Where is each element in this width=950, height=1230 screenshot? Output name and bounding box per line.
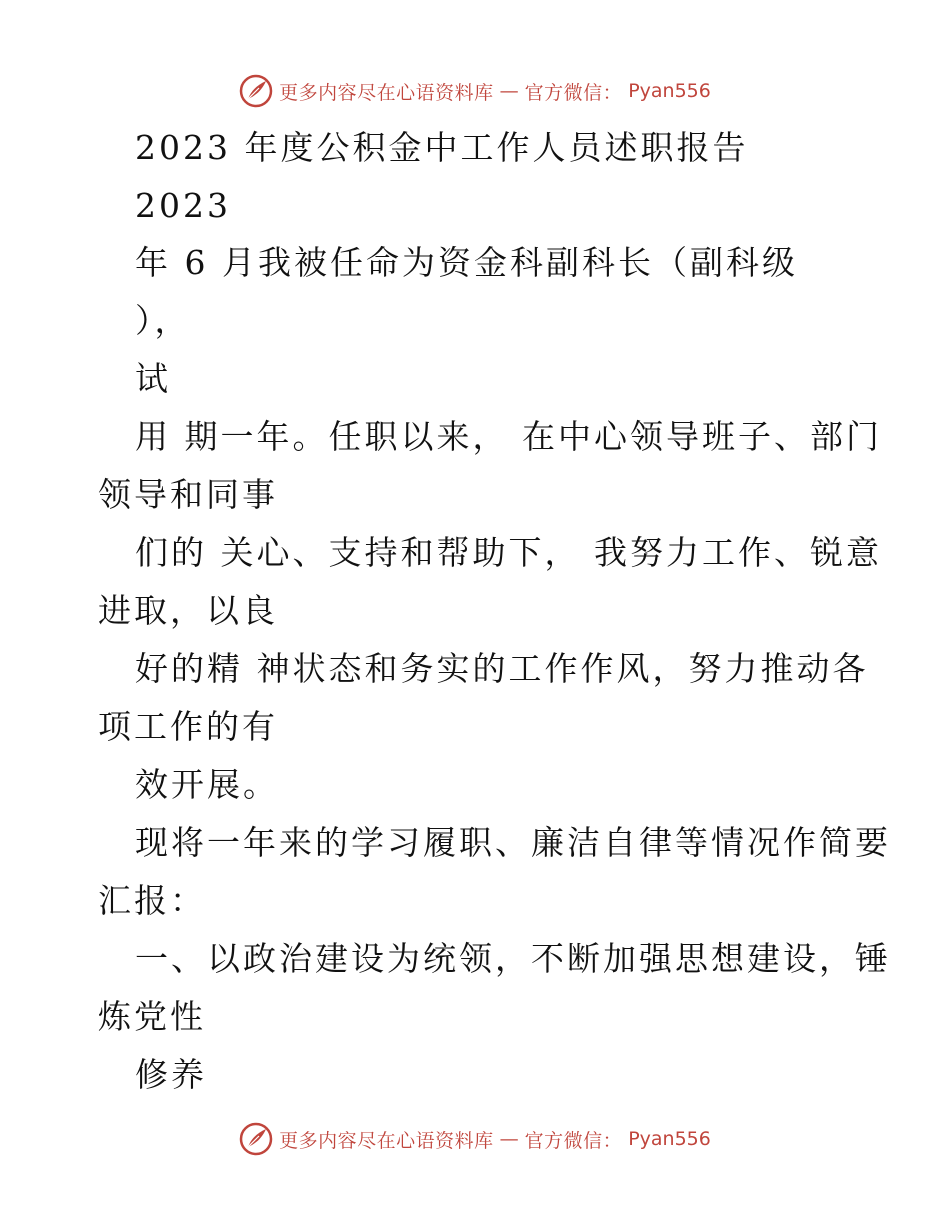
body-line: 试 [135, 359, 171, 398]
watermark-separator: — [499, 80, 519, 102]
body-line: 修养 [135, 1055, 207, 1094]
body-line: 们的 关心、支持和帮助下， 我努力工作、锐意 [135, 533, 882, 572]
body-line: 进取，以良 [98, 591, 278, 630]
body-line: 用 期一年。任职以来， 在中心领导班子、部门 [135, 417, 882, 456]
header-watermark [0, 71, 950, 111]
feather-pen-logo-icon [239, 74, 273, 108]
body-line: 2023 [135, 186, 231, 225]
section-heading: 一、以政治建设为统领，不断加强思想建设，锤 [135, 939, 891, 978]
watermark-official-label: 官方微信： [524, 81, 623, 104]
watermark-text: 更多内容尽在心语资料库 [279, 1129, 494, 1152]
footer-watermark [0, 1119, 950, 1159]
body-line: 项工作的有 [98, 707, 278, 746]
body-line: ）， [135, 301, 191, 340]
watermark-wechat-id: Pyan556 [628, 80, 711, 102]
section-heading-continued: 炼党性 [98, 997, 206, 1036]
watermark-separator: — [499, 1128, 519, 1150]
body-line: 现将一年来的学习履职、廉洁自律等情况作简要 [135, 823, 891, 862]
watermark-wechat-id: Pyan556 [628, 1128, 711, 1150]
body-line: 效开展。 [135, 765, 279, 804]
body-line: 汇报： [98, 881, 206, 920]
feather-pen-logo-icon [239, 1122, 273, 1156]
watermark-official-label: 官方微信： [524, 1129, 623, 1152]
body-line: 年 6 月我被任命为资金科副科长（副科级 [135, 243, 798, 282]
document-title: 2023 年度公积金中工作人员述职报告 [135, 128, 749, 167]
body-line: 好的精 神状态和务实的工作作风，努力推动各 [135, 649, 869, 688]
watermark-text: 更多内容尽在心语资料库 [279, 81, 494, 104]
body-line: 领导和同事 [98, 475, 278, 514]
